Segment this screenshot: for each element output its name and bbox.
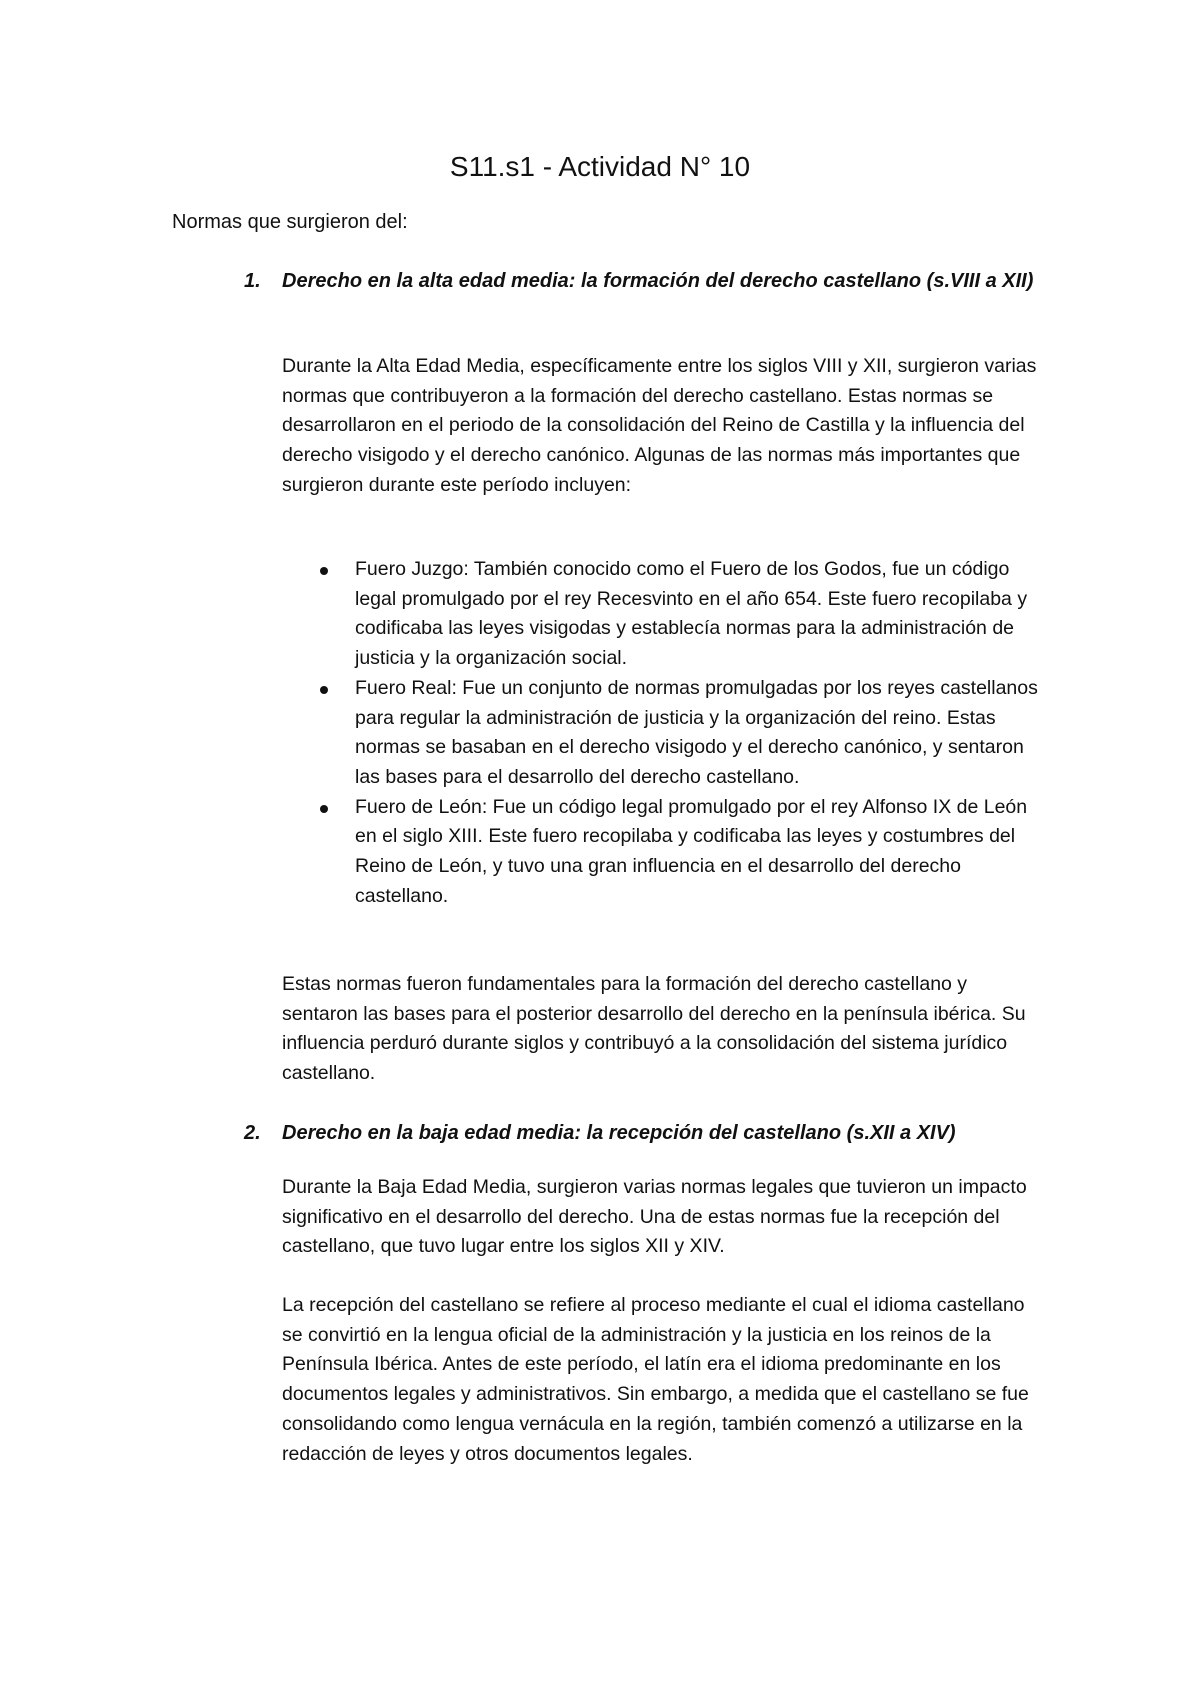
- section-1-bullet-list: [282, 555, 1042, 911]
- bullet-dot-icon: [320, 805, 328, 813]
- section-2-number: 2.: [244, 1122, 261, 1144]
- section-2-paragraph-2: La recepción del castellano se refiere al proceso mediante el cual el idioma castellano se convirtió en la lengua oficial de la administración y la justicia en los reinos de la Península Ibérica. Antes de este período, el latín era el idioma predominante en los documentos legales y administrativos. Sin embargo, a medida que el castellano se fue consolidando como lengua vernácula en la región, también comenzó a utilizarse en la redacción de leyes y otros documentos legales.: [282, 1294, 1029, 1465]
- bullet-text: Fuero Real: Fue un conjunto de normas promulgadas por los reyes castellanos para regular la administración de justicia y la organización del reino. Estas normas se basaban en el derecho visigodo y el derecho canónico, y sentaron las bases para el desarrollo del derecho castellano.: [355, 676, 1038, 788]
- bullet-dot-icon: [320, 686, 328, 694]
- bullet-item: [282, 793, 1042, 912]
- bullet-item: [282, 674, 1042, 793]
- bullet-item: [282, 555, 1042, 674]
- bullet-text: Fuero de León: Fue un código legal promulgado por el rey Alfonso IX de León en el siglo XIII. Este fuero recopilaba y codificaba las leyes y costumbres del Reino de León, y tuvo una gran influencia en el desarrollo del derecho castellano.: [355, 795, 1028, 907]
- document-title: S11.s1 - Actividad N° 10: [449, 151, 751, 182]
- intro-text: Normas que surgieron del:: [172, 211, 408, 233]
- section-2-paragraph-1: Durante la Baja Edad Media, surgieron varias normas legales que tuvieron un impacto significativo en el desarrollo del derecho. Una de estas normas fue la recepción del castellano, que tuvo lugar entre los siglos XII y XIV.: [282, 1176, 1027, 1258]
- bullet-dot-icon: [320, 567, 328, 575]
- section-1-heading: Derecho en la alta edad media: la formación del derecho castellano (s.VIII a XII): [282, 270, 1034, 292]
- section-2-heading: Derecho en la baja edad media: la recepción del castellano (s.XII a XIV): [282, 1122, 956, 1144]
- bullet-text: Fuero Juzgo: También conocido como el Fuero de los Godos, fue un código legal promulgado por el rey Recesvinto en el año 654. Este fuero recopilaba y codificaba las leyes visigodas y establecía normas para la administración de justicia y la organización social.: [355, 558, 1028, 670]
- section-1-number: 1.: [244, 270, 261, 292]
- section-1-paragraph-2: Estas normas fueron fundamentales para la formación del derecho castellano y sentaron las bases para el posterior desarrollo del derecho en la península ibérica. Su influencia perduró durante siglos y contribuyó a la consolidación del sistema jurídico castellano.: [282, 973, 1026, 1085]
- section-1-paragraph-1: Durante la Alta Edad Media, específicamente entre los siglos VIII y XII, surgieron varias normas que contribuyeron a la formación del derecho castellano. Estas normas se desarrollaron en el periodo de la consolidación del Reino de Castilla y la influencia del derecho visigodo y el derecho canónico. Algunas de las normas más importantes que surgieron durante este período incluyen:: [282, 355, 1037, 496]
